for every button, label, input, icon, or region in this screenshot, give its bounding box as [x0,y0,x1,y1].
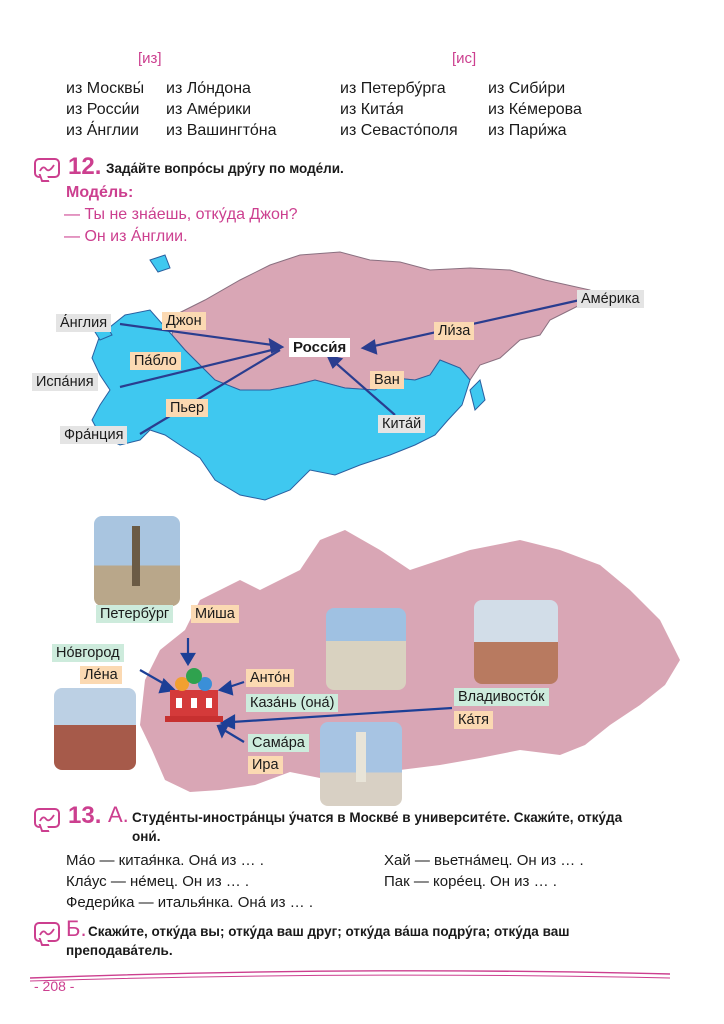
label-liza: Ли́за [434,322,474,340]
iz-col-1 [66,78,144,141]
is-word: из Петербу́рга [340,80,446,97]
photo-samara [320,722,402,806]
eurasia-map [0,240,724,510]
label-china: Кита́й [378,415,425,433]
photo-novgorod [54,688,136,770]
ex13-right-lines [384,850,584,892]
part-b-label: Б. [66,916,87,941]
sentence: Пак — коре́ец. Он из … . [384,873,557,890]
sentence: Кла́ус — не́мец. Он из … . [66,873,250,890]
ex13-left-lines [66,850,313,913]
label-russia: Росси́я [289,338,350,357]
exercise-task-b: Скажи́те, отку́да вы; отку́да ваш друг; отку́да ва́ша подру́га; отку́да ваш преподава́тель. [66,924,570,958]
label-pablo: Па́бло [130,352,181,370]
photo-petersburg [94,516,180,606]
dialogue-icon [34,158,60,178]
label-katya: Ка́тя [454,711,493,729]
exercise-number: 12. [68,153,102,180]
label-kazan: Каза́нь (она́) [246,694,338,712]
label-misha: Ми́ша [191,605,239,623]
model-answer: — Он из А́нглии. [64,228,188,245]
label-pierre: Пьер [166,399,208,417]
is-word: из Севасто́поля [340,122,458,139]
label-spain: Испа́ния [32,373,98,391]
exercise-number: 13. [68,802,102,829]
iz-word: из Москвы́ [66,80,145,97]
page-number: - 208 - [34,978,75,994]
iz-word: из Росси́и [66,101,140,118]
exercise-task: Зада́йте вопро́сы дру́гу по моде́ли. [106,161,344,176]
is-word: из Сиби́ри [488,80,566,97]
label-van: Ван [370,371,404,389]
is-word: из Пари́жа [488,122,567,139]
footer-rule [30,968,670,984]
label-ira: Ира [248,756,283,774]
dialogue-icon [34,922,60,942]
label-america: Аме́рика [577,290,644,308]
label-john: Джон [162,312,206,330]
model-question: — Ты не зна́ешь, отку́да Джон? [64,206,298,223]
label-samara: Сама́ра [248,734,309,752]
phonetic-iz: [из] [138,50,162,67]
is-word: из Кита́я [340,101,404,118]
iz-word: из Вашингто́на [166,122,277,139]
exercise-task-a: Студе́нты-иностра́нцы у́чатся в Москве́ в университе́те. Скажи́те, отку́да они́. [132,810,623,844]
is-col-2 [488,78,582,141]
dialogue-icon [34,808,60,828]
phonetic-is: [ис] [452,50,477,67]
iz-word: из А́нглии [66,122,139,139]
label-vladivostok: Владивосто́к [454,688,549,706]
sentence: Ма́о — китая́нка. Она́ из … . [66,852,264,869]
is-col-1 [340,78,458,141]
sentence: Хай — вьетна́мец. Он из … . [384,852,584,869]
model-label: Моде́ль: [66,184,134,201]
iz-col-2 [166,78,277,141]
iz-word: из Аме́рики [166,101,252,118]
label-anton: Анто́н [246,669,294,687]
label-france: Фра́нция [60,426,127,444]
label-novgorod: Но́вгород [52,644,124,662]
label-petersburg: Петербу́рг [96,605,173,623]
label-england: А́нглия [56,314,111,332]
is-word: из Ке́мерова [488,101,582,118]
photo-vladivostok [474,600,558,684]
photo-kazan [326,608,406,690]
iz-word: из Ло́ндона [166,80,251,97]
sentence: Федери́ка — италья́нка. Она́ из … . [66,894,313,911]
label-lena: Ле́на [80,666,122,684]
part-a-label: А. [108,802,129,827]
